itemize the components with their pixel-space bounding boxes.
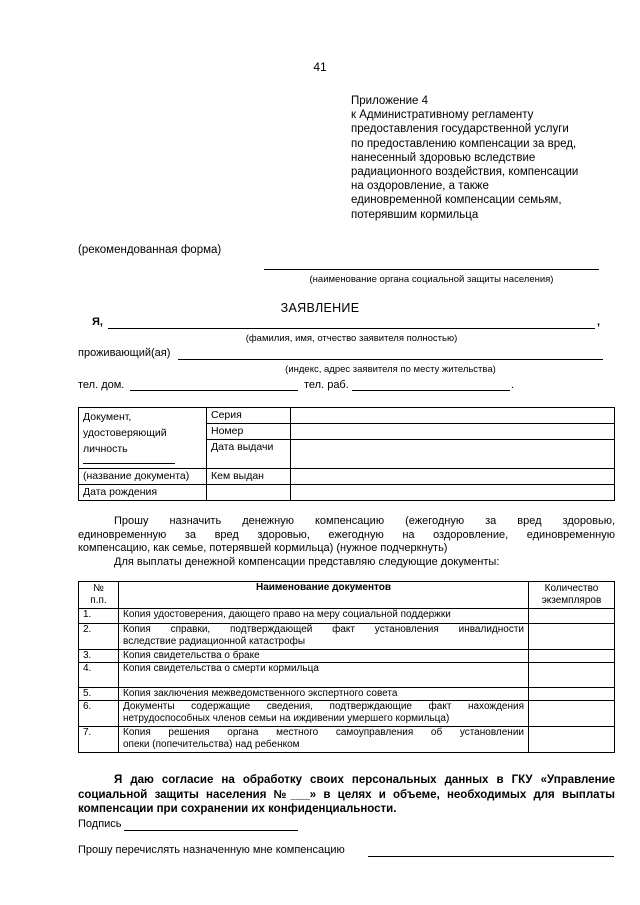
row-document-line: нетрудоспособных членов семьи на иждивении умершего кормильца) [123,713,450,724]
row-number: 5. [79,688,119,701]
work-phone-label: тел. раб. [304,379,349,391]
row-document-line: Копия справки, подтверждающей факт установления инвалидности [123,624,524,635]
row-number: 4. [79,663,119,688]
row-document [119,624,529,650]
consent-line: социальной защиты населения №___» в целях и объеме, необходимых для выплаты [78,788,615,801]
consent-line: Я даю согласие на обработку своих персональных данных в ГКУ «Управление [114,774,615,786]
row-count-field[interactable] [529,727,615,753]
row-count-field[interactable] [529,688,615,701]
identity-doc-label: Документ, [83,411,132,423]
col-count-header [529,582,615,609]
row-count-field[interactable] [529,624,615,650]
issued-by-field[interactable] [291,469,615,485]
home-phone-field[interactable] [130,390,298,391]
appendix-line: по предоставлению компенсации за вред, [351,137,577,150]
appendix-line: радиационного воздействия, компенсации [351,166,579,179]
series-field[interactable] [291,408,615,424]
identity-doc-label-cell [79,408,207,469]
signature-field[interactable] [124,830,298,831]
row-count-field[interactable] [529,609,615,624]
identity-doc-label: личность [83,443,128,455]
appendix-line: единовременной компенсации семьям, [351,194,562,207]
col-name-header: Наименование документов [119,582,529,609]
issue-date-label: Дата выдачи [207,440,291,469]
identity-doc-label: удостоверяющий [83,427,167,439]
row-document: Копия свидетельства о браке [119,650,529,663]
row-number: 1. [79,609,119,624]
applicant-label: Я, [92,316,103,328]
birth-date-field-ext[interactable] [291,485,615,501]
residence-label: проживающий(ая) [78,347,171,359]
row-document: Копия заключения межведомственного экспертного совета [119,688,529,701]
request-paragraph [78,515,615,569]
issue-date-field[interactable] [291,440,615,469]
row-document [119,727,529,753]
signature-label: Подпись [78,818,122,830]
appendix-block [351,94,621,222]
authority-caption: (наименование органа социальной защиты населения) [309,274,554,285]
consent-paragraph [78,773,615,817]
col-count-header-line: Количество [544,583,599,594]
applicant-caption: (фамилия, имя, отчество заявителя полностью) [245,333,458,344]
col-number-header-line: п.п. [90,595,107,606]
transfer-field[interactable] [368,856,614,857]
appendix-line: потерявшим кормильца [351,208,479,221]
row-document: Копия удостоверения, дающего право на меру социальной поддержки [119,609,529,624]
row-number: 3. [79,650,119,663]
row-number: 2. [79,624,119,650]
residence-caption: (индекс, адрес заявителя по месту жительства) [285,364,496,375]
row-number: 6. [79,701,119,727]
appendix-line: на оздоровление, а также [351,180,489,193]
row-document [119,701,529,727]
applicant-name-field[interactable] [108,328,595,329]
row-count-field[interactable] [529,663,615,688]
row-document-line: опеки (попечительства) над ребенком [123,739,300,750]
identity-table [78,407,615,501]
documents-table [78,581,615,753]
row-count-field[interactable] [529,701,615,727]
transfer-label: Прошу перечислять назначенную мне компенсацию [78,844,345,856]
appendix-line: предоставления государственной услуги [351,123,569,136]
form-note: (рекомендованная форма) [78,244,222,256]
applicant-comma: , [597,316,601,328]
appendix-title: Приложение 4 [351,95,429,107]
request-line: компенсацию, как семье, потерявшей кормильца) (нужное подчеркнуть) [78,542,448,554]
row-document-line: вследствие радиационной катастрофы [123,636,306,647]
appendix-line: нанесенный здоровью вследствие [351,151,536,164]
consent-line: компенсации при сохранении их конфиденциальности. [78,803,397,815]
col-count-header-line: экземпляров [541,595,602,606]
request-docs-intro: Для выплаты денежной компенсации представляю следующие документы: [114,555,500,568]
col-number-header-line: № [93,583,104,594]
residence-field[interactable] [178,359,603,360]
work-phone-dot: . [511,379,515,391]
appendix-line: к Административному регламенту [351,109,534,122]
row-document-line: Копия решения органа местного самоуправления об установлении [123,727,524,738]
row-document: Копия свидетельства о смерти кормильца [119,663,529,688]
home-phone-label: тел. дом. [78,379,125,391]
work-phone-field[interactable] [352,390,510,391]
row-count-field[interactable] [529,650,615,663]
doc-name-line[interactable] [83,457,175,464]
issued-by-label: Кем выдан [207,469,291,485]
request-line: Прошу назначить денежную компенсацию (ежегодную за вред здоровью, [114,515,615,527]
col-number-header [79,582,119,609]
doc-name-caption: (название документа) [79,469,207,485]
row-document-line: Документы содержащие сведения, подтверждающие факт нахождения [123,701,524,712]
birth-date-label: Дата рождения [79,485,207,501]
birth-date-field[interactable] [207,485,291,501]
request-line: единовременную за вред здоровью, ежегодную на оздоровление, единовременную [78,528,615,541]
number-label: Номер [207,424,291,440]
row-number: 7. [79,727,119,753]
number-field[interactable] [291,424,615,440]
doc-title: ЗАЯВЛЕНИЕ [280,301,360,315]
series-label: Серия [207,408,291,424]
authority-field-line[interactable] [264,269,599,270]
page-number: 41 [313,60,327,74]
